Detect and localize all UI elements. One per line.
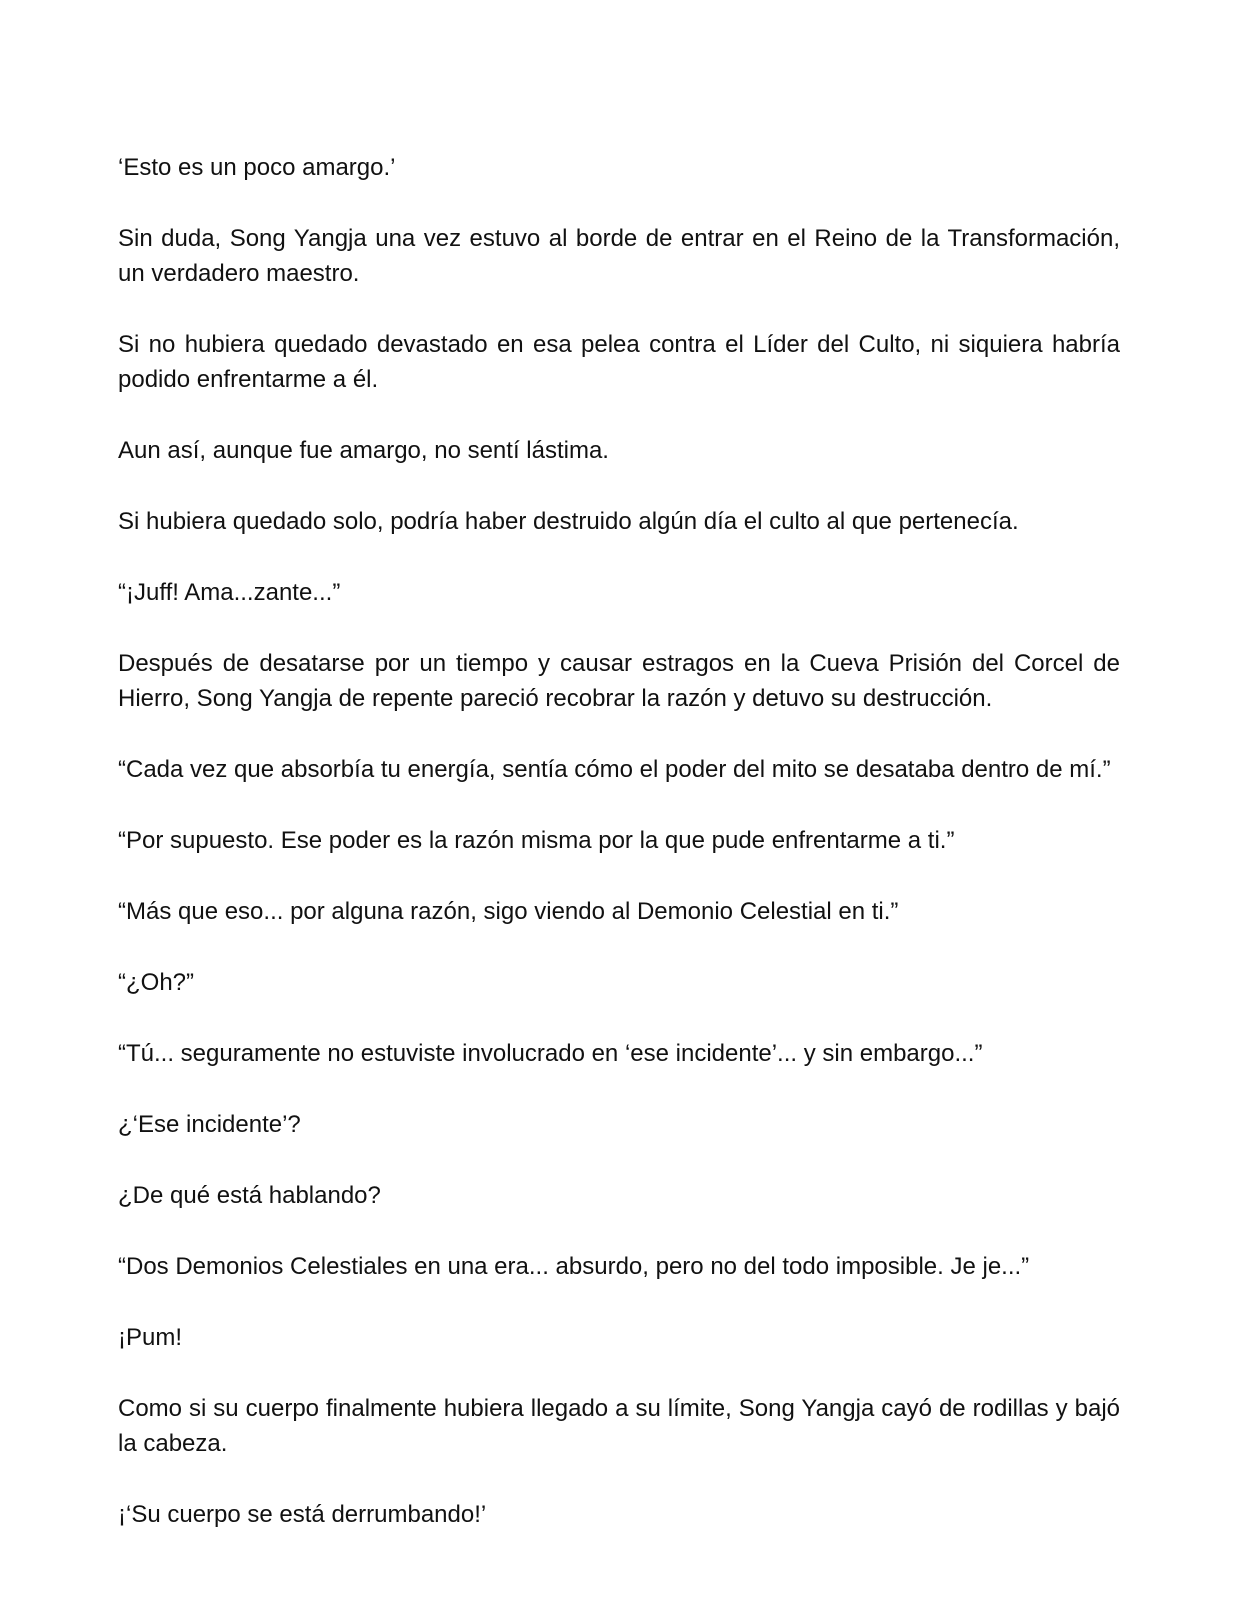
paragraph: Sin duda, Song Yangja una vez estuvo al borde de entrar en el Reino de la Transformación, un verdadero maestro.: [118, 225, 1120, 287]
paragraph: ¡Pum!: [118, 1324, 183, 1351]
paragraph: “Más que eso... por alguna razón, sigo viendo al Demonio Celestial en ti.”: [118, 898, 899, 925]
paragraph: “¿Oh?”: [118, 969, 195, 996]
paragraph: “Por supuesto. Ese poder es la razón misma por la que pude enfrentarme a ti.”: [118, 827, 955, 854]
paragraph: Si hubiera quedado solo, podría haber destruido algún día el culto al que pertenecía.: [118, 508, 1019, 535]
paragraph: Después de desatarse por un tiempo y causar estragos en la Cueva Prisión del Corcel de Hierro, Song Yangja de repente pareció recobrar la razón y detuvo su destrucción.: [118, 650, 1120, 712]
paragraph: ¡‘Su cuerpo se está derrumbando!’: [118, 1501, 487, 1528]
paragraph: Aun así, aunque fue amargo, no sentí lástima.: [118, 437, 609, 464]
body-text: [118, 150, 1120, 1568]
paragraph: ¿‘Ese incidente’?: [118, 1111, 301, 1138]
paragraph: ‘Esto es un poco amargo.’: [118, 154, 396, 181]
paragraph: “¡Juff! Ama...zante...”: [118, 579, 341, 606]
paragraph: Como si su cuerpo finalmente hubiera llegado a su límite, Song Yangja cayó de rodillas y bajó la cabeza.: [118, 1395, 1120, 1457]
paragraph: “Tú... seguramente no estuviste involucrado en ‘ese incidente’... y sin embargo...”: [118, 1040, 983, 1067]
paragraph: “Dos Demonios Celestiales en una era... absurdo, pero no del todo imposible. Je je...”: [118, 1253, 1030, 1280]
paragraph: “Cada vez que absorbía tu energía, sentía cómo el poder del mito se desataba dentro de mí.”: [118, 756, 1111, 783]
paragraph: ¿De qué está hablando?: [118, 1182, 381, 1209]
paragraph: Si no hubiera quedado devastado en esa pelea contra el Líder del Culto, ni siquiera habría podido enfrentarme a él.: [118, 331, 1120, 393]
